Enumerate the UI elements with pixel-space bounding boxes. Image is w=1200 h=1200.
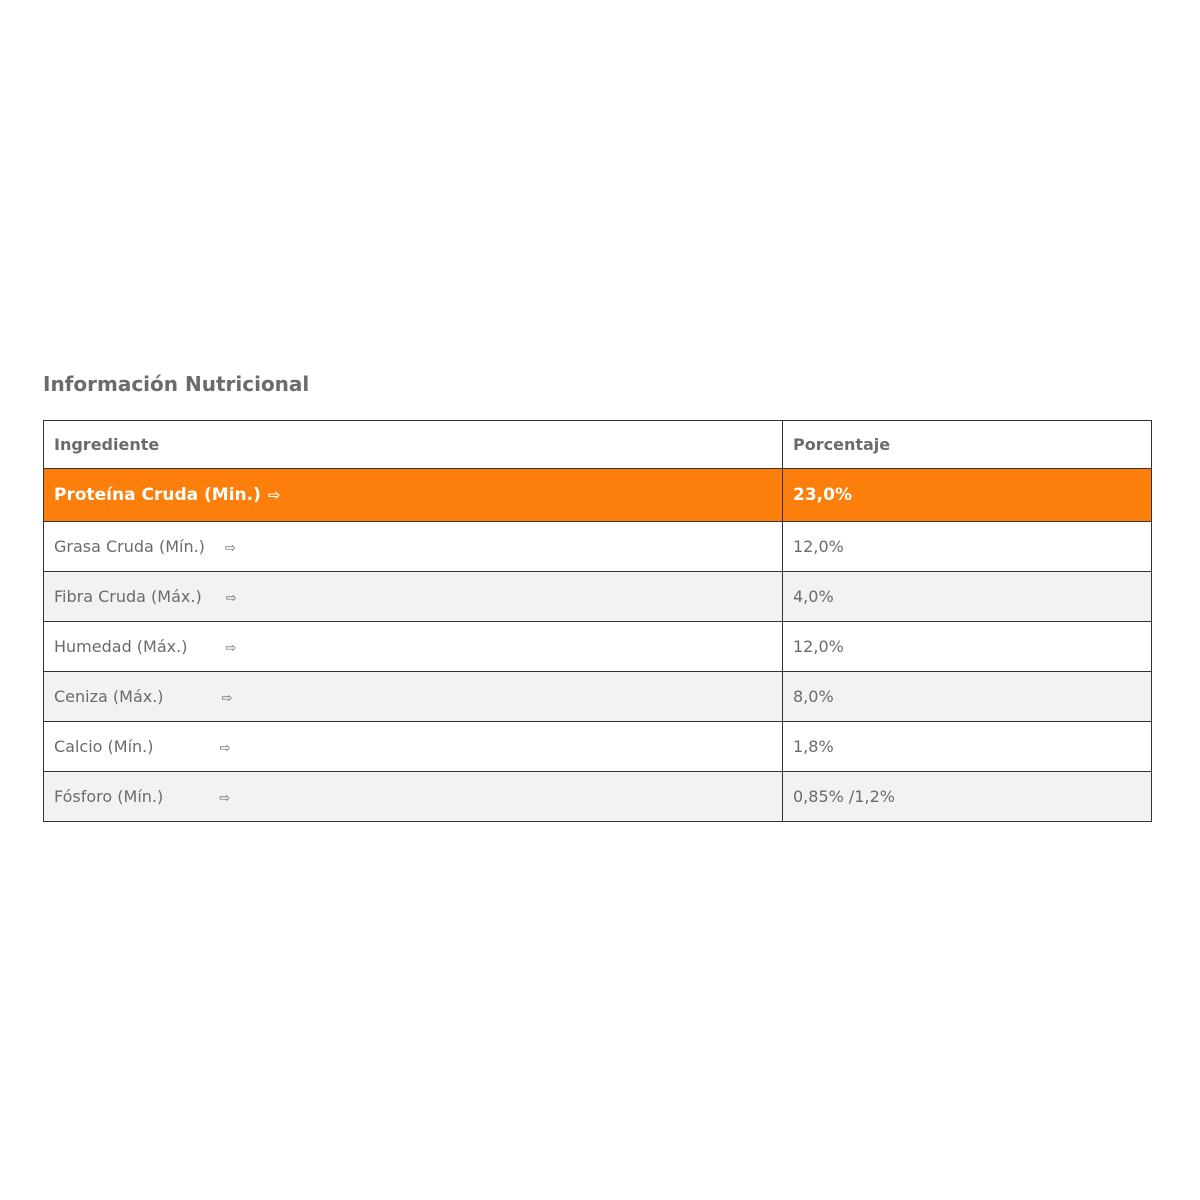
table-row bbox=[44, 772, 1152, 822]
ingredient-name: Grasa Cruda (Mín.) bbox=[54, 537, 205, 556]
ingredient-name: Fibra Cruda (Máx.) bbox=[54, 587, 202, 606]
arrow-right-icon: ⇨ bbox=[224, 541, 236, 556]
percent-cell: 4,0% bbox=[783, 572, 1152, 622]
table-row-highlight bbox=[44, 469, 1152, 522]
ingredient-cell bbox=[44, 572, 783, 622]
arrow-right-icon: ⇨ bbox=[221, 691, 233, 706]
table-row bbox=[44, 622, 1152, 672]
percent-cell: 12,0% bbox=[783, 622, 1152, 672]
table-row bbox=[44, 572, 1152, 622]
arrow-right-icon: ⇨ bbox=[225, 641, 237, 656]
column-header-percent: Porcentaje bbox=[783, 421, 1152, 469]
ingredient-name: Fósforo (Mín.) bbox=[54, 787, 164, 806]
percent-cell: 8,0% bbox=[783, 672, 1152, 722]
nutrition-section bbox=[43, 368, 1151, 806]
arrow-right-icon: ⇨ bbox=[225, 591, 237, 606]
section-title: Información Nutricional bbox=[43, 372, 310, 396]
ingredient-cell bbox=[44, 772, 783, 822]
ingredient-cell bbox=[44, 469, 783, 522]
ingredient-cell bbox=[44, 522, 783, 572]
ingredient-name: Proteína Cruda (Min.) bbox=[54, 485, 261, 505]
column-header-ingredient: Ingrediente bbox=[44, 421, 783, 469]
ingredient-name: Ceniza (Máx.) bbox=[54, 687, 164, 706]
ingredient-name: Calcio (Mín.) bbox=[54, 737, 154, 756]
ingredient-cell bbox=[44, 722, 783, 772]
table-row bbox=[44, 672, 1152, 722]
percent-cell: 0,85% /1,2% bbox=[783, 772, 1152, 822]
percent-cell: 12,0% bbox=[783, 522, 1152, 572]
table-header-row bbox=[44, 421, 1152, 469]
arrow-right-icon: ⇨ bbox=[219, 791, 231, 806]
nutrition-table bbox=[43, 420, 1152, 822]
ingredient-cell bbox=[44, 622, 783, 672]
table-row bbox=[44, 522, 1152, 572]
ingredient-cell bbox=[44, 672, 783, 722]
arrow-right-icon: ⇨ bbox=[267, 486, 281, 504]
ingredient-name: Humedad (Máx.) bbox=[54, 637, 188, 656]
percent-cell: 23,0% bbox=[783, 469, 1152, 522]
arrow-right-icon: ⇨ bbox=[219, 741, 231, 756]
table-row bbox=[44, 722, 1152, 772]
percent-cell: 1,8% bbox=[783, 722, 1152, 772]
